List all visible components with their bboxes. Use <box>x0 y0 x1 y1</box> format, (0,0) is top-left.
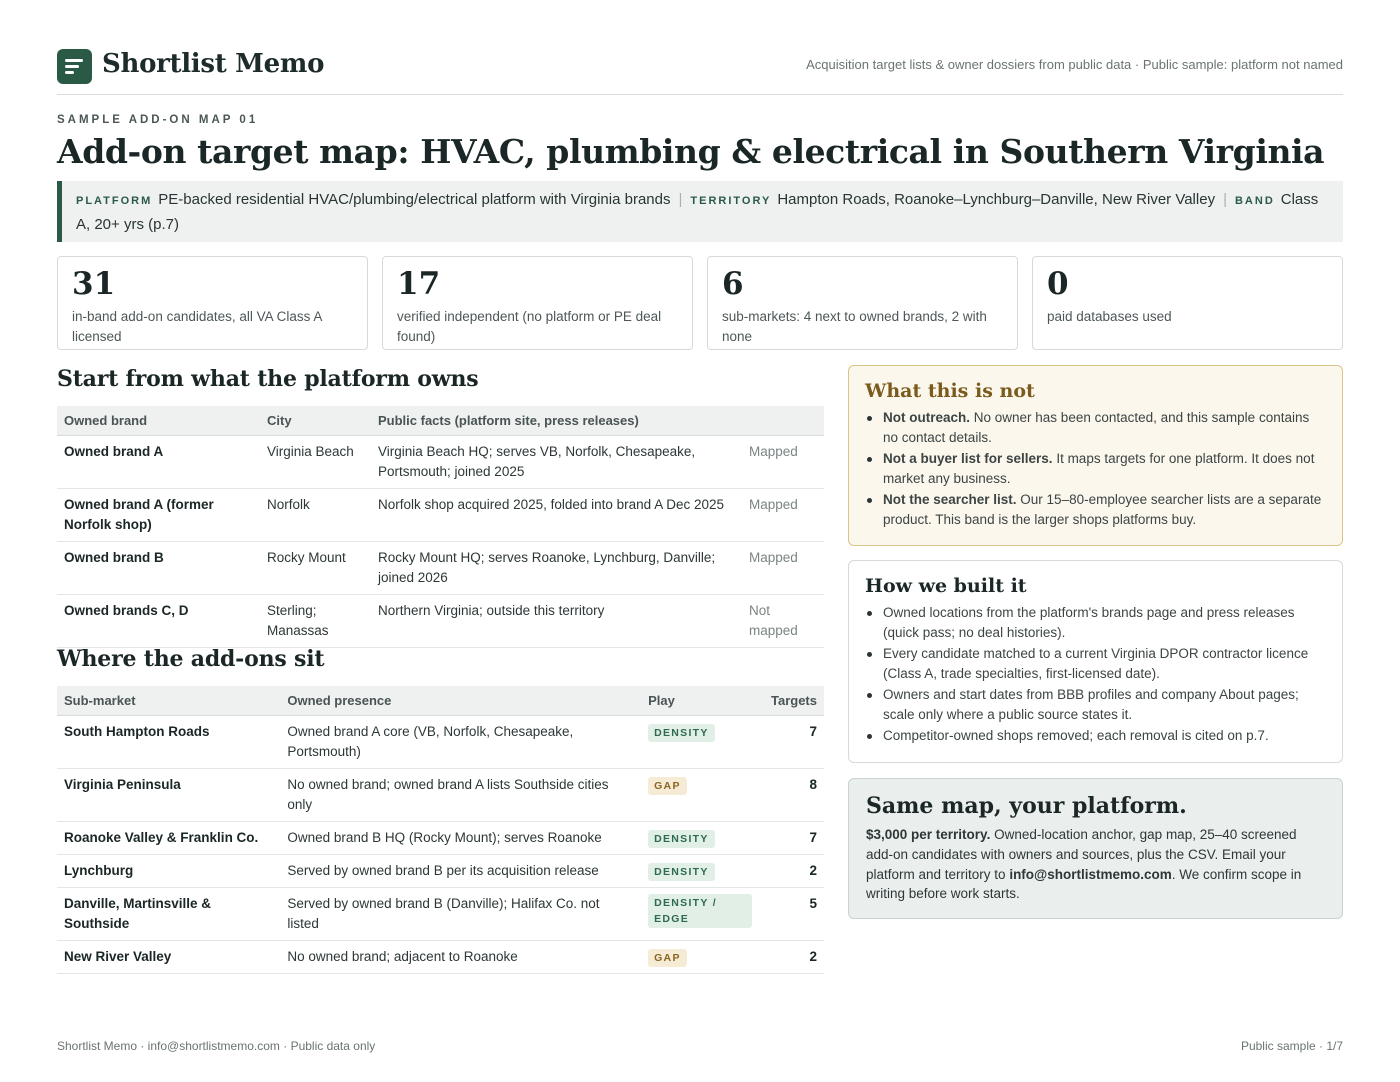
facts-cell: Rocky Mount HQ; serves Roanoke, Lynchburg, Danville; joined 2026 <box>371 541 742 594</box>
stat-label: verified independent (no platform or PE deal found) <box>397 309 662 344</box>
price: $3,000 per territory. <box>866 827 991 842</box>
cta-heading: Same map, your platform. <box>866 793 1187 819</box>
what-this-is-not-card <box>848 365 1343 546</box>
table-row <box>57 768 824 821</box>
list-item: Every candidate matched to a current Virginia DPOR contractor licence (Class A, trade specialties, first-licensed date). <box>865 644 1326 683</box>
table-row <box>57 488 824 541</box>
footer-left: Shortlist Memo · info@shortlistmemo.com · Public data only <box>57 1039 376 1053</box>
submarket-cell: New River Valley <box>57 940 280 973</box>
band-value: Class A, 20+ yrs (p.7) <box>76 191 1319 233</box>
play-badge: GAP <box>648 777 687 795</box>
presence-cell: Served by owned brand B per its acquisition release <box>280 854 641 887</box>
stat-label: paid databases used <box>1047 309 1172 324</box>
city-cell: Sterling; Manassas <box>260 594 371 647</box>
targets-cell: 8 <box>759 768 824 821</box>
play-cell <box>641 768 759 821</box>
targets-cell: 5 <box>759 887 824 940</box>
meta-bar <box>57 181 1343 242</box>
presence-cell: Owned brand A core (VB, Norfolk, Chesapeake, Portsmouth) <box>280 715 641 768</box>
territory-value: Hampton Roads, Roanoke–Lynchburg–Danville, New River Valley <box>777 191 1216 208</box>
facts-cell: Virginia Beach HQ; serves VB, Norfolk, Chesapeake, Portsmouth; joined 2025 <box>371 435 742 488</box>
list-item <box>865 490 1326 529</box>
play-badge: DENSITY <box>648 830 715 848</box>
submarket-cell: Lynchburg <box>57 854 280 887</box>
brand-name: Shortlist Memo <box>102 49 325 79</box>
table-row <box>57 594 824 647</box>
play-badge: DENSITY <box>648 724 715 742</box>
targets-cell: 2 <box>759 854 824 887</box>
list-item <box>865 449 1326 488</box>
cta-body: . We confirm scope in writing before work starts. <box>866 866 1302 902</box>
how-we-built-it-card <box>848 560 1343 763</box>
stat-number: 6 <box>722 266 744 302</box>
table-header-row <box>57 686 824 715</box>
presence-cell: Served by owned brand B (Danville); Halifax Co. not listed <box>280 887 641 940</box>
targets-cell: 2 <box>759 940 824 973</box>
city-cell: Virginia Beach <box>260 435 371 488</box>
play-cell <box>641 854 759 887</box>
targets-cell: 7 <box>759 821 824 854</box>
email-link[interactable]: info@shortlistmemo.com <box>1009 866 1172 882</box>
status-cell: Mapped <box>742 488 824 541</box>
stat-card <box>382 256 693 350</box>
column-header: Public facts (platform site, press releases) <box>371 406 742 435</box>
column-header: Owned brand <box>57 406 260 435</box>
list-item <box>865 408 1326 447</box>
item-text: Our 15–80-employee searcher lists are a separate product. This band is the larger shops platforms buy. <box>883 492 1322 527</box>
eyebrow: SAMPLE ADD-ON MAP 01 <box>57 114 259 126</box>
item-lead: Not outreach. <box>883 410 971 425</box>
targets-cell: 7 <box>759 715 824 768</box>
addons-table <box>57 686 824 974</box>
submarket-cell: South Hampton Roads <box>57 715 280 768</box>
column-header: Sub-market <box>57 686 280 715</box>
list-item: Owned locations from the platform's brands page and press releases (quick pass; no deal histories). <box>865 603 1326 642</box>
play-badge: DENSITY <box>648 863 715 881</box>
owned-brand-cell: Owned brands C, D <box>57 594 260 647</box>
stat-number: 0 <box>1047 266 1069 302</box>
stat-number: 31 <box>72 266 116 302</box>
cta-card <box>848 778 1343 919</box>
city-cell: Norfolk <box>260 488 371 541</box>
separator: | <box>1223 191 1227 208</box>
column-header: Play <box>641 686 759 715</box>
cta-text <box>866 825 1325 904</box>
play-cell <box>641 940 759 973</box>
item-lead: Not a buyer list for sellers. <box>883 451 1053 466</box>
play-cell <box>641 821 759 854</box>
city-cell: Rocky Mount <box>260 541 371 594</box>
owned-brand-cell: Owned brand A <box>57 435 260 488</box>
presence-cell: No owned brand; adjacent to Roanoke <box>280 940 641 973</box>
separator: | <box>678 191 683 208</box>
item-text: It maps targets for one platform. It does not market any business. <box>883 451 1315 486</box>
column-header <box>742 406 824 435</box>
list-item: Owners and start dates from BBB profiles and company About pages; scale only where a public source states it. <box>865 685 1326 724</box>
facts-cell: Northern Virginia; outside this territory <box>371 594 742 647</box>
card-heading: How we built it <box>865 575 1027 597</box>
card-heading: What this is not <box>865 380 1035 402</box>
column-header: Owned presence <box>280 686 641 715</box>
territory-key: TERRITORY <box>690 195 772 207</box>
submarket-cell: Roanoke Valley & Franklin Co. <box>57 821 280 854</box>
item-lead: Not the searcher list. <box>883 492 1017 507</box>
owned-table <box>57 406 824 648</box>
presence-cell: No owned brand; owned brand A lists Southside cities only <box>280 768 641 821</box>
stat-card <box>707 256 1018 350</box>
table-row <box>57 541 824 594</box>
stat-number: 17 <box>397 266 441 302</box>
table-row <box>57 715 824 768</box>
table-header-row <box>57 406 824 435</box>
tagline: Acquisition target lists & owner dossiers from public data · Public sample: platform not named <box>806 57 1343 72</box>
cta-body: Owned-location anchor, gap map, 25–40 screened add-on candidates with owners and sources, plus the CSV. Email your platform and territory to <box>866 827 1297 882</box>
page-header <box>57 47 1343 95</box>
platform-value: PE-backed residential HVAC/plumbing/electrical platform with Virginia brands <box>158 191 671 208</box>
column-header: Targets <box>759 686 824 715</box>
table-row <box>57 854 824 887</box>
table-row <box>57 435 824 488</box>
card-list <box>865 408 1326 529</box>
stat-card <box>57 256 368 350</box>
presence-cell: Owned brand B HQ (Rocky Mount); serves Roanoke <box>280 821 641 854</box>
addons-heading: Where the add-ons sit <box>57 646 325 672</box>
status-cell: Mapped <box>742 541 824 594</box>
owned-brand-cell: Owned brand A (former Norfolk shop) <box>57 488 260 541</box>
table-row <box>57 887 824 940</box>
document-lines-icon <box>57 49 92 84</box>
submarket-cell: Virginia Peninsula <box>57 768 280 821</box>
item-text: No owner has been contacted, and this sample contains no contact details. <box>883 410 1310 445</box>
column-header: City <box>260 406 371 435</box>
status-cell: Mapped <box>742 435 824 488</box>
stat-label: sub-markets: 4 next to owned brands, 2 with none <box>722 309 987 344</box>
table-row <box>57 821 824 854</box>
status-cell: Not mapped <box>742 594 824 647</box>
stat-card <box>1032 256 1343 350</box>
stat-label: in-band add-on candidates, all VA Class A licensed <box>72 309 322 344</box>
page-title: Add-on target map: HVAC, plumbing & electrical in Southern Virginia <box>57 132 1325 171</box>
play-badge: DENSITY / EDGE <box>648 894 752 928</box>
owned-brand-cell: Owned brand B <box>57 541 260 594</box>
play-cell <box>641 715 759 768</box>
list-item: Competitor-owned shops removed; each removal is cited on p.7. <box>865 726 1326 746</box>
platform-key: PLATFORM <box>76 195 153 207</box>
table-row <box>57 940 824 973</box>
footer-right: Public sample · 1/7 <box>1240 1039 1343 1053</box>
play-badge: GAP <box>648 949 687 967</box>
submarket-cell: Danville, Martinsville & Southside <box>57 887 280 940</box>
owned-heading: Start from what the platform owns <box>57 366 479 392</box>
band-key: BAND <box>1234 195 1275 207</box>
play-cell <box>641 887 759 940</box>
facts-cell: Norfolk shop acquired 2025, folded into brand A Dec 2025 <box>371 488 742 541</box>
card-list <box>865 603 1326 746</box>
page <box>57 0 1343 1082</box>
